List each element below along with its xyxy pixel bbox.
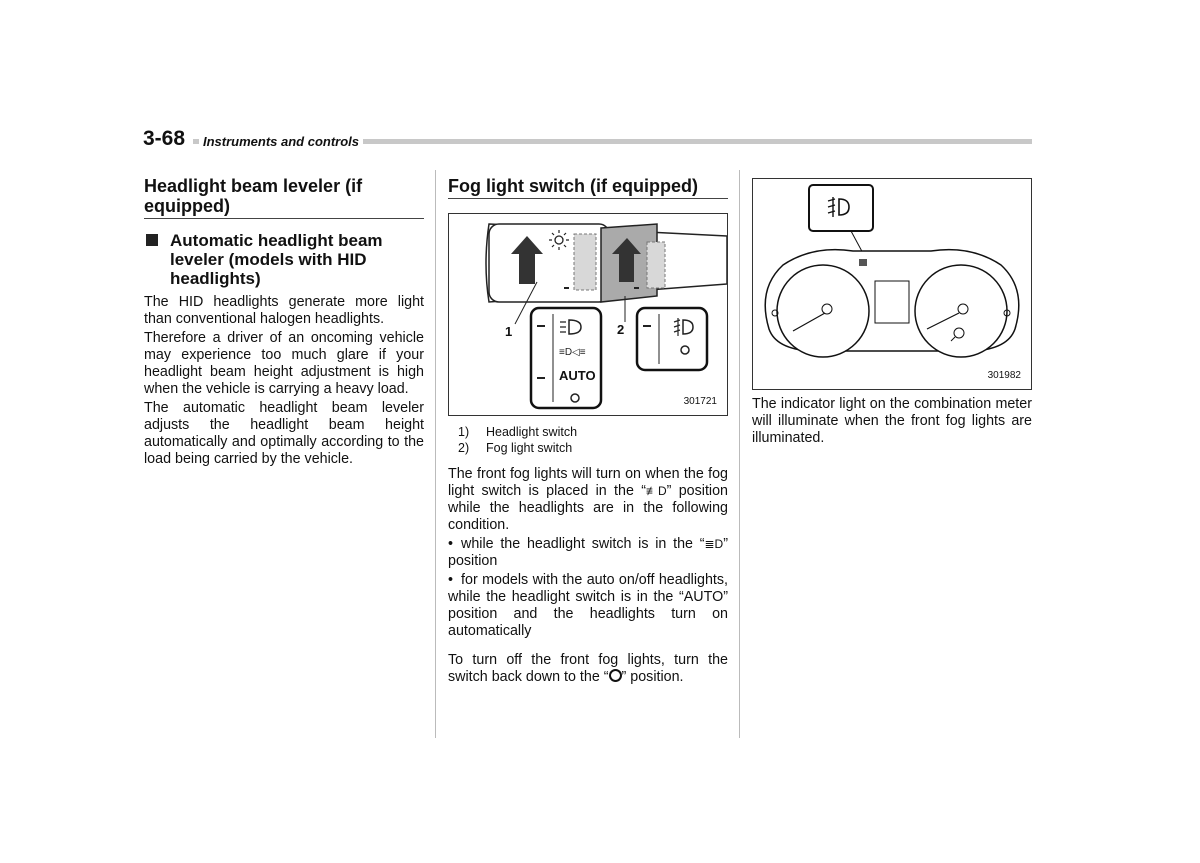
- callout-2: 2: [617, 322, 625, 337]
- column-headlight-leveler: [144, 170, 424, 470]
- page-number: 3-68: [143, 127, 191, 151]
- switch-illustration: [448, 213, 728, 416]
- figure-code: 301982: [987, 370, 1021, 381]
- section-title: Headlight beam leveler (if equipped): [144, 176, 424, 219]
- caption-item: 2) Fog light switch: [458, 441, 573, 455]
- page-header: [143, 127, 1032, 155]
- paragraph: To turn off the front fog lights, turn the switch back down to the “ ” position.: [448, 652, 728, 685]
- switch-lever-drawing: [449, 214, 727, 415]
- paragraph: The indicator light on the combination meter will illuminate when the front fog lights are illuminated.: [752, 396, 1032, 446]
- chapter-title: Instruments and controls: [199, 134, 363, 149]
- paragraph: The HID headlights generate more light than conventional halogen headlights.: [144, 294, 424, 327]
- section-title: Fog light switch (if equipped): [448, 176, 728, 199]
- callout-1: 1: [505, 324, 513, 339]
- square-bullet-icon: [146, 234, 158, 246]
- paragraph: The front fog lights will turn on when the fog light switch is placed in the “≢D” position while the headlights are in the following condition.: [448, 466, 728, 533]
- column-fog-light-switch: [448, 170, 728, 688]
- subsection-heading: [144, 231, 424, 288]
- figure-captions: [458, 424, 728, 456]
- bullet-item: • for models with the auto on/off headlights, while the headlight switch is in the “AUTO” position and the headlights turn on automatically: [448, 572, 728, 640]
- figure-code: 301721: [683, 396, 717, 407]
- paragraph: The automatic headlight beam leveler adjusts the headlight beam height automatically and optimally according to the load being carried by the vehicle.: [144, 400, 424, 467]
- paragraph: Therefore a driver of an oncoming vehicle may experience too much glare if your headlight beam height adjustment is high when the vehicle is carrying a heavy load.: [144, 330, 424, 397]
- subsection-heading-text: Automatic headlight beam leveler (models with HID headlights): [170, 231, 383, 288]
- column-indicator: [752, 170, 1032, 449]
- column-divider: [435, 170, 436, 738]
- caption-item: 1) Headlight switch: [458, 425, 578, 439]
- front-fog-light-icon: ≢D: [645, 484, 667, 498]
- auto-label: AUTO: [559, 368, 596, 383]
- svg-text:≡D◁≡: ≡D◁≡: [559, 347, 586, 358]
- headlight-icon: ≣D: [704, 537, 724, 551]
- combination-meter-drawing: [753, 179, 1031, 389]
- column-divider: [739, 170, 740, 738]
- combination-meter-illustration: [752, 178, 1032, 390]
- off-circle-icon: [609, 669, 622, 682]
- bullet-item: • while the headlight switch is in the “≣D” position: [448, 536, 728, 570]
